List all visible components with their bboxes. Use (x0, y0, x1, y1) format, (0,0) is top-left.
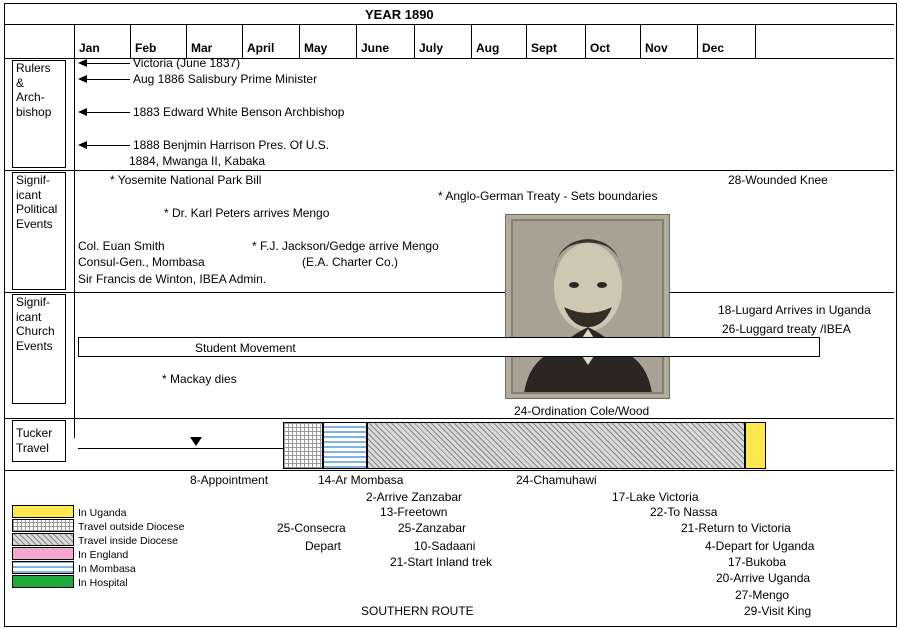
itinerary-b-4: 4-Depart for Uganda (705, 539, 815, 553)
gridline-oct (585, 25, 586, 59)
student-movement-bar (78, 337, 820, 357)
portrait-illustration (506, 215, 669, 398)
itinerary-a-1: 2-Arrive Zanzabar (366, 490, 463, 504)
itinerary-a-6: 10-Sadaani (414, 539, 476, 553)
arrow-harrison-line (87, 145, 130, 146)
rulers-entry-mwanga: 1884, Mwanga II, Kabaka (129, 154, 266, 168)
category-political-line-3: Political (16, 202, 58, 216)
itinerary-b-7: 27-Mengo (735, 588, 790, 602)
category-political-line-4: Events (16, 216, 53, 231)
arrow-victoria-icon (78, 59, 87, 67)
gridline-feb (130, 25, 131, 59)
month-label-nov: Nov (645, 41, 668, 55)
legend-label-in-uganda: In Uganda (78, 507, 127, 519)
gridline-sept (526, 25, 527, 59)
political-entry-karl-peters: * Dr. Karl Peters arrives Mengo (164, 206, 330, 220)
church-entry-student-movement: Student Movement (195, 341, 296, 355)
gridline-nov (640, 25, 641, 59)
church-entry-ordination: 24-Ordination Cole/Wood (514, 404, 650, 418)
category-rulers (12, 60, 66, 168)
month-label-dec: Dec (702, 41, 725, 55)
gridline-aug (471, 25, 472, 59)
gridline-july (414, 25, 415, 59)
travel-entry-appointment: 8-Appointment (190, 473, 269, 487)
gridline-jan (74, 25, 75, 438)
category-political-line-1: Signif- (16, 173, 51, 187)
gridline-dec (697, 25, 698, 59)
category-church (12, 294, 66, 404)
itinerary-b-8: 29-Visit King (744, 604, 812, 618)
divider-legend (5, 470, 894, 471)
legend-swatch-in-england (12, 547, 74, 560)
legend-swatch-in-mombasa (12, 561, 74, 574)
political-entry-de-winton: Sir Francis de Winton, IBEA Admin. (78, 272, 267, 286)
arrow-salisbury-icon (78, 75, 87, 83)
political-entry-anglo-german: * Anglo-German Treaty - Sets boundaries (438, 189, 658, 203)
travel-bar-inside-diocese-1 (367, 422, 745, 469)
travel-bar-in-uganda-1 (745, 422, 766, 469)
travel-bar-outside-diocese-1 (283, 422, 323, 469)
itinerary-b-1: 17-Lake Victoria (612, 490, 699, 504)
travel-entry-ar-mombasa: 14-Ar Mombasa (318, 473, 404, 487)
legend-swatch-in-uganda (12, 505, 74, 518)
arrow-benson-icon (78, 108, 87, 116)
category-travel (12, 420, 66, 462)
gridline-june (356, 25, 357, 59)
legend-label-travel-inside-diocese: Travel inside Diocese (78, 535, 178, 547)
political-entry-charter-co: (E.A. Charter Co.) (302, 255, 399, 269)
month-label-aug: Aug (476, 41, 500, 55)
itinerary-a-2: 13-Freetown (380, 505, 448, 519)
political-entry-wounded-knee: 28-Wounded Knee (728, 173, 828, 187)
category-church-line-3: Church (16, 324, 55, 338)
itinerary-b-2: 22-To Nassa (650, 505, 718, 519)
legend-label-in-mombasa: In Mombasa (78, 563, 136, 575)
page-title: YEAR 1890 (365, 7, 434, 22)
itinerary-a-7: 21-Start Inland trek (390, 555, 493, 569)
arrow-victoria-line (87, 63, 130, 64)
legend-swatch-travel-inside-diocese (12, 533, 74, 546)
rulers-entry-victoria: Victoria (June 1837) (133, 56, 241, 70)
itinerary-b-3: 21-Return to Victoria (681, 521, 791, 535)
category-rulers-line-4: bishop (16, 104, 52, 119)
itinerary-b-6: 20-Arrive Uganda (716, 571, 811, 585)
month-label-april: April (247, 41, 275, 55)
category-church-line-2: icant (16, 309, 42, 324)
month-label-sept: Sept (531, 41, 558, 55)
divider-travel (5, 418, 894, 419)
month-label-june: June (361, 41, 390, 55)
portrait-photo (505, 214, 670, 399)
political-entry-euan-smith: Col. Euan Smith (78, 239, 165, 253)
political-entry-consul-gen: Consul-Gen., Mombasa (78, 255, 205, 269)
political-entry-jackson-gedge: * F.J. Jackson/Gedge arrive Mengo (252, 239, 439, 253)
category-political-line-2: icant (16, 187, 42, 202)
church-entry-lugard-arrives: 18-Lugard Arrives in Uganda (718, 303, 871, 317)
arrow-benson-line (87, 112, 130, 113)
divider-title (5, 24, 894, 25)
category-rulers-line-1: Rulers (16, 61, 51, 75)
rulers-entry-harrison: 1888 Benjmin Harrison Pres. Of U.S. (133, 138, 330, 152)
rulers-entry-salisbury: Aug 1886 Salisbury Prime Minister (133, 72, 318, 86)
arrow-harrison-icon (78, 141, 87, 149)
travel-bar-mombasa-1 (323, 422, 367, 469)
gridline-april (242, 25, 243, 59)
month-label-oct: Oct (590, 41, 611, 55)
church-entry-lugard-treaty: 26-Luggard treaty /IBEA (722, 322, 851, 336)
month-label-mar: Mar (191, 41, 213, 55)
category-political (12, 172, 66, 290)
church-entry-mackay-dies: * Mackay dies (162, 372, 237, 386)
political-entry-yosemite: * Yosemite National Park Bill (110, 173, 262, 187)
category-travel-line-1: Tucker (16, 426, 53, 440)
itinerary-a-3: 25-Consecra (277, 521, 346, 535)
legend-swatch-in-hospital (12, 575, 74, 588)
itinerary-a-4: Depart (305, 539, 342, 553)
month-label-feb: Feb (135, 41, 157, 55)
category-church-line-1: Signif- (16, 295, 51, 309)
route-footer: SOUTHERN ROUTE (361, 604, 474, 618)
month-label-july: July (419, 41, 444, 55)
legend-swatch-travel-outside-diocese (12, 519, 74, 532)
rulers-entry-benson: 1883 Edward White Benson Archbishop (133, 105, 345, 119)
itinerary-a-5: 25-Zanzabar (398, 521, 467, 535)
travel-baseline (78, 448, 283, 449)
gridline-mar (186, 25, 187, 59)
divider-political (5, 170, 894, 171)
category-church-line-4: Events (16, 338, 53, 353)
legend-label-in-england: In England (78, 549, 129, 561)
gridline-may (299, 25, 300, 59)
category-travel-line-2: Travel (16, 440, 49, 455)
legend-label-travel-outside-diocese: Travel outside Diocese (78, 521, 185, 533)
gridline-end (755, 25, 756, 59)
legend-label-in-hospital: In Hospital (78, 577, 128, 589)
travel-entry-chamuhawi: 24-Chamuhawi (516, 473, 597, 487)
arrow-salisbury-line (87, 79, 130, 80)
month-label-jan: Jan (79, 41, 100, 55)
category-rulers-line-2: & (16, 75, 25, 90)
itinerary-b-5: 17-Bukoba (728, 555, 787, 569)
divider-church (5, 292, 894, 293)
travel-marker-appointment-icon (190, 437, 202, 446)
month-label-may: May (304, 41, 328, 55)
category-rulers-line-3: Arch- (16, 90, 45, 104)
